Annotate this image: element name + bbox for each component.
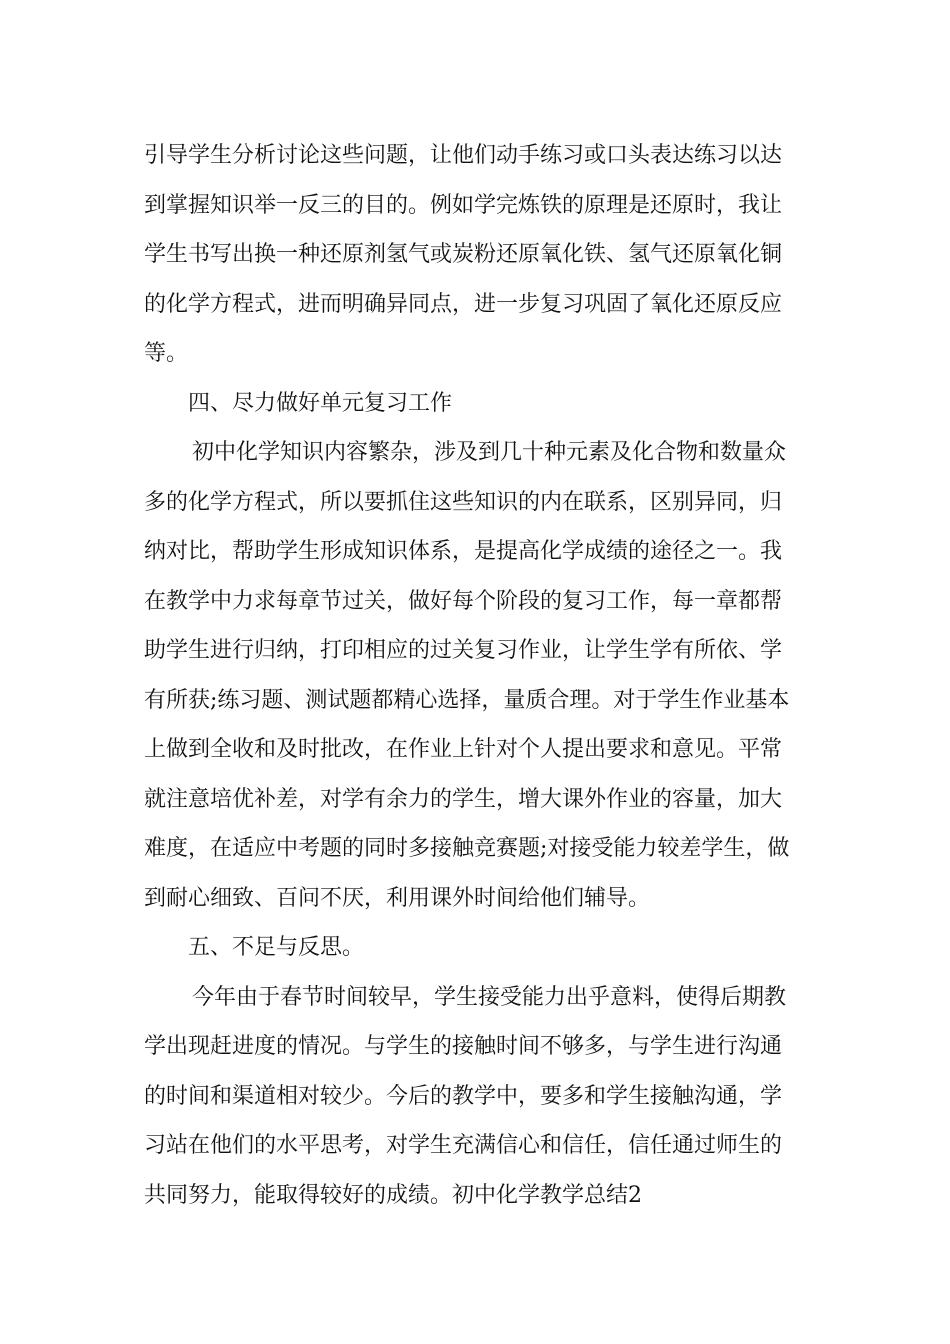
text-line: 就注意培优补差，对学有余力的学生，增大课外作业的容量，加大 (144, 786, 783, 812)
text-line: 的化学方程式，进而明确异同点，进一步复习巩固了氧化还原反应 (144, 291, 783, 317)
document-body (144, 131, 808, 1220)
paragraph-start: 今年由于春节时间较早，学生接受能力出乎意料，使得后期教 (192, 984, 787, 1010)
text-line: 上做到全收和及时批改，在作业上针对个人提出要求和意见。平常 (144, 737, 783, 762)
text-line: 难度，在适应中考题的同时多接触竞赛题;对接受能力较差学生，做 (144, 836, 790, 861)
text-line: 助学生进行归纳，打印相应的过关复习作业，让学生学有所依、学 (144, 638, 783, 663)
text-line: 到耐心细致、百问不厌，利用课外时间给他们辅导。 (144, 885, 651, 911)
text-line: 引导学生分析讨论这些问题，让他们动手练习或口头表达练习以达 (144, 143, 783, 168)
text-line: 共同努力，能取得较好的成绩。初中化学教学总结2 (144, 1182, 642, 1208)
text-line: 学出现赶进度的情况。与学生的接触时间不够多，与学生进行沟通 (144, 1034, 783, 1059)
section-heading-5: 五、不足与反思。 (188, 935, 365, 960)
text-line: 纳对比，帮助学生形成知识体系，是提高化学成绩的途径之一。我 (144, 539, 783, 564)
paragraph-start: 初中化学知识内容繁杂，涉及到几十种元素及化合物和数量众 (192, 440, 787, 465)
text-line: 有所获;练习题、测试题都精心选择，量质合理。对于学生作业基本 (144, 687, 790, 713)
text-line: 到掌握知识举一反三的目的。例如学完炼铁的原理是还原时，我让 (144, 192, 783, 218)
text-line: 多的化学方程式，所以要抓住这些知识的内在联系，区别异同，归 (144, 489, 783, 515)
text-line: 的时间和渠道相对较少。今后的教学中，要多和学生接触沟通，学 (144, 1083, 783, 1109)
text-line: 习站在他们的水平思考，对学生充满信心和信任，信任通过师生的 (144, 1133, 783, 1158)
text-line: 在教学中力求每章节过关，做好每个阶段的复习工作，每一章都帮 (144, 588, 783, 614)
section-heading-4: 四、尽力做好单元复习工作 (188, 390, 453, 416)
text-line: 等。 (144, 341, 189, 366)
text-line: 学生书写出换一种还原剂氢气或炭粉还原氧化铁、氢气还原氧化铜 (144, 242, 783, 267)
